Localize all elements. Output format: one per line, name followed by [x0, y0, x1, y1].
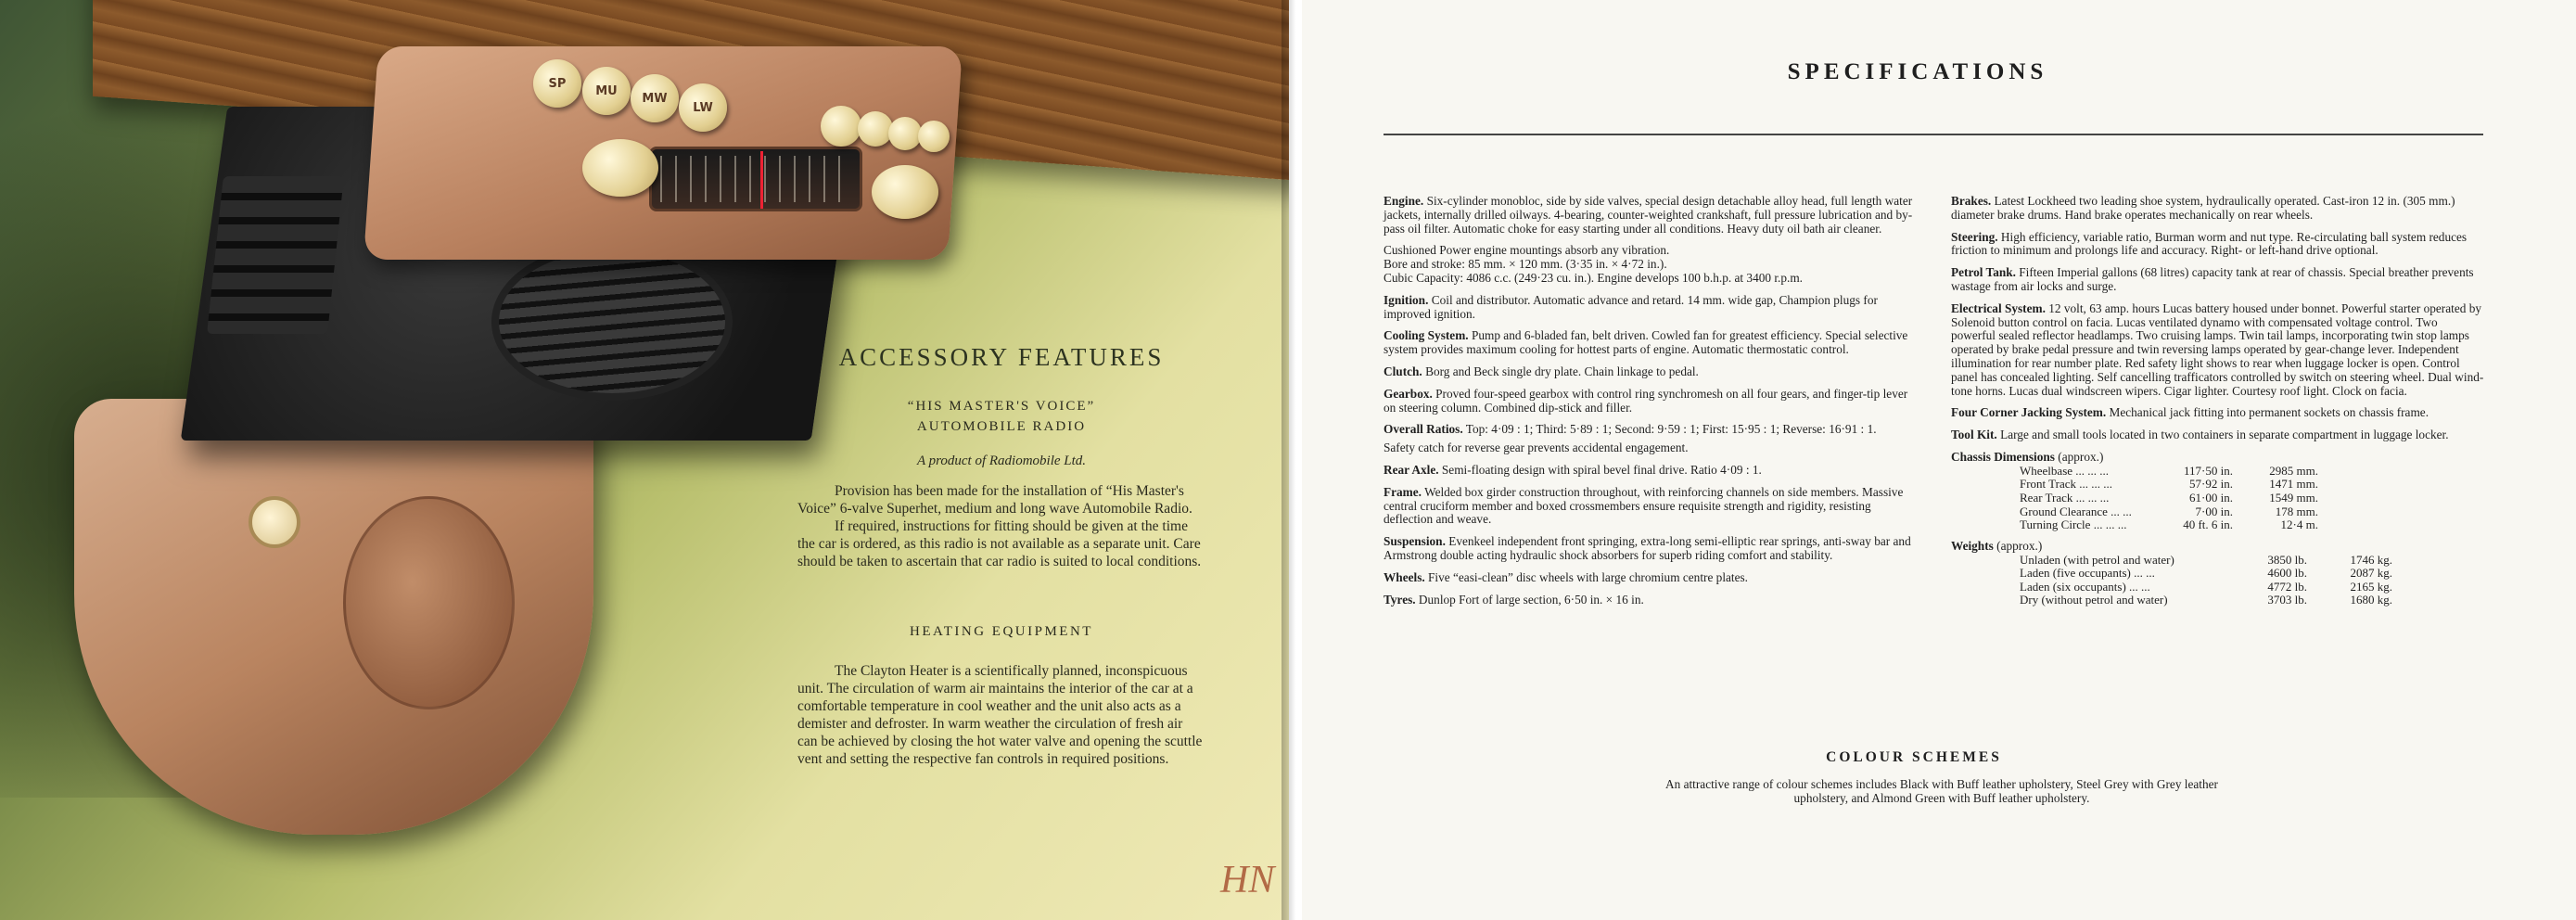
row-label: Ground Clearance ... ... [2020, 504, 2132, 518]
spec-text: Mechanical jack fitting into permanent sockets on chassis frame. [2109, 405, 2429, 420]
spec-jacking-system [1951, 406, 2484, 420]
spec-heading: Gearbox. [1384, 386, 1433, 401]
colour-schemes-title: COLOUR SCHEMES [1826, 749, 2002, 765]
spec-line: Cushioned Power engine mountings absorb any vibration. [1384, 243, 1670, 258]
row-metric: 1549 mm. [2269, 490, 2318, 505]
spec-text: Borg and Beck single dry plate. Chain linkage to pedal. [1425, 364, 1699, 378]
spec-tyres [1384, 594, 1916, 607]
spec-text: Coil and distributor. Automatic advance and retard. 14 mm. wide gap, Champion plugs for improved ignition. [1384, 292, 1878, 321]
spec-ignition [1384, 294, 1916, 322]
heating-equipment-title: HEATING EQUIPMENT [910, 624, 1093, 639]
colour-schemes-text: An attractive range of colour schemes includes Black with Buff leather upholstery, Steel Grey with Grey leather upholstery, and Almond Green with Buff leather upholstery. [1665, 777, 2218, 805]
row-metric: 1680 kg. [2350, 593, 2392, 607]
radio-knob-mw: MW [631, 74, 679, 122]
spec-heading: Brakes. [1951, 194, 1992, 208]
spec-heading: Electrical System. [1951, 300, 2046, 315]
spec-heading: Petrol Tank. [1951, 265, 2016, 280]
right-page [1302, 0, 2576, 920]
spec-heading: Rear Axle. [1384, 462, 1439, 477]
row-label: Rear Track ... ... ... [2020, 490, 2110, 505]
radio-knob-mu: MU [582, 67, 631, 115]
spec-text: Proved four-speed gearbox with control ring synchromesh on all four gears, and finger-tip lever on steering column. Combined dip-stick and filler. [1384, 386, 1908, 415]
spec-steering [1951, 231, 2484, 259]
row-imperial: 3703 lb. [2267, 593, 2307, 607]
chassis-dimensions-heading [1951, 451, 2484, 465]
spec-heading: Cooling System. [1384, 328, 1469, 343]
radio-subtitle [797, 396, 1205, 437]
radio-knob-lw: LW [679, 83, 727, 132]
row-label: Front Track ... ... ... [2020, 477, 2113, 492]
spec-heading: Frame. [1384, 484, 1422, 499]
spec-line: Bore and stroke: 85 mm. × 120 mm. (3·35 in. × 4·72 in.). [1384, 257, 1667, 272]
radio-subtitle-line2: AUTOMOBILE RADIO [916, 419, 1087, 434]
weights-heading-label: Weights [1951, 538, 1994, 553]
row-imperial: 117·50 in. [2184, 463, 2233, 478]
row-imperial: 7·00 in. [2195, 504, 2233, 518]
spec-text: Six-cylinder monobloc, side by side valves, special design detachable alloy head, full length water jackets, internally drilled oilways. 4-bearing, counter-weighted crankshaft, full pressure lubrication and by-pass oil filter. Automatic choke for easy starting under all conditions. Heavy duty oil bath air cleaner. [1384, 194, 1913, 236]
spec-heading: Steering. [1951, 229, 1998, 244]
weights-table [2020, 554, 2392, 607]
row-imperial: 61·00 in. [2189, 490, 2233, 505]
spec-text: Large and small tools located in two containers in separate compartment in luggage locker. [2000, 428, 2449, 442]
spec-text: Evenkeel independent front springing, extra-long semi-elliptic rear springs, anti-sway bar and Armstrong double acting hydraulic shock absorbers for superb riding comfort and stability. [1384, 534, 1911, 562]
specifications-title: SPECIFICATIONS [1787, 59, 2048, 84]
weights-heading-approx: (approx.) [1996, 538, 2043, 553]
spec-heading: Overall Ratios. [1384, 422, 1463, 437]
row-imperial: 4600 lb. [2267, 566, 2307, 581]
row-metric: 2985 mm. [2269, 463, 2318, 478]
spec-frame [1384, 486, 1916, 527]
spec-heading: Wheels. [1384, 569, 1425, 584]
row-metric: 12·4 m. [2280, 518, 2318, 532]
radio-dial-scale [660, 156, 851, 202]
spec-overall-ratios [1384, 423, 1916, 455]
row-imperial: 57·92 in. [2189, 477, 2233, 492]
row-label: Turning Circle ... ... ... [2020, 518, 2127, 532]
row-metric: 2165 kg. [2350, 579, 2392, 594]
row-label: Laden (six occupants) ... ... [2020, 579, 2150, 594]
spec-heading: Engine. [1384, 194, 1424, 208]
table-row [2020, 554, 2392, 568]
radio-knob-right-3 [888, 117, 922, 150]
spec-column-left [1384, 195, 1916, 615]
table-row [2020, 478, 2318, 492]
spec-heading: Tyres. [1384, 592, 1416, 607]
spec-heading: Tool Kit. [1951, 428, 1997, 442]
spec-engine-details [1384, 244, 1916, 285]
radio-knob-right-2 [858, 111, 893, 147]
spec-electrical-system [1951, 302, 2484, 399]
spec-text: Welded box girder construction throughout, with reinforcing channels on side members. Massive central cruciform member and boxed crossmembers ensure requisite strength and rigidity, resisting deflection and weave. [1384, 484, 1904, 527]
table-row [2020, 567, 2392, 581]
spec-heading: Four Corner Jacking System. [1951, 405, 2107, 420]
spec-brakes [1951, 195, 2484, 223]
spec-heading: Clutch. [1384, 364, 1422, 378]
heating-paragraph: The Clayton Heater is a scientifically planned, inconspicuous unit. The circulation of warm air maintains the interior of the car at a comfortable temperature in cool weather and the unit also acts as a demister and defroster. In warm weather the circulation of fresh air can be achieved by closing the hot water valve and opening the scuttle vent and setting the respective fan controls in required positions. [797, 663, 1203, 767]
row-label: Wheelbase ... ... ... [2020, 463, 2110, 478]
spec-tool-kit [1951, 428, 2484, 442]
table-row [2020, 465, 2318, 479]
table-row [2020, 594, 2392, 607]
row-metric: 1746 kg. [2350, 552, 2392, 567]
radio-knob-right-1 [821, 106, 861, 147]
spec-extra: Safety catch for reverse gear prevents accidental engagement. [1384, 441, 1689, 455]
spec-text: Semi-floating design with spiral bevel final drive. Ratio 4·09 : 1. [1441, 462, 1762, 477]
spec-text: Dunlop Fort of large section, 6·50 in. × 16 in. [1418, 592, 1644, 607]
chassis-heading-label: Chassis Dimensions [1951, 449, 2055, 464]
spec-suspension [1384, 535, 1916, 563]
chassis-heading-approx: (approx.) [2058, 449, 2104, 464]
spec-text: Fifteen Imperial gallons (68 litres) capacity tank at rear of chassis. Special breather prevents wastage from air locks and surge. [1951, 265, 2474, 293]
spec-gearbox [1384, 388, 1916, 415]
accessory-features-title: ACCESSORY FEATURES [838, 343, 1165, 371]
table-row [2020, 581, 2392, 594]
spec-wheels [1384, 571, 1916, 585]
spec-column-right [1951, 195, 2484, 615]
chassis-dimensions-table [2020, 465, 2318, 532]
radio-volume-knob [582, 139, 658, 197]
radio-dial-needle [760, 151, 763, 209]
spec-cooling-system [1384, 329, 1916, 357]
weights-heading [1951, 540, 2484, 554]
spec-petrol-tank [1951, 266, 2484, 294]
radio-knob-right-4 [918, 121, 950, 152]
row-metric: 1471 mm. [2269, 477, 2318, 492]
spec-text: Five “easi-clean” disc wheels with large chromium centre plates. [1428, 569, 1749, 584]
title-divider [1384, 134, 2483, 135]
row-imperial: 40 ft. 6 in. [2183, 518, 2233, 532]
spec-line: Cubic Capacity: 4086 c.c. (249·23 cu. in.). Engine develops 100 b.h.p. at 3400 r.p.m. [1384, 270, 1804, 285]
row-label: Laden (five occupants) ... ... [2020, 566, 2155, 581]
radio-knob-sp: SP [533, 59, 581, 108]
row-metric: 178 mm. [2275, 504, 2318, 518]
radio-speaker-grille [491, 243, 733, 401]
bracket-button [249, 496, 300, 548]
table-row [2020, 492, 2318, 505]
table-row [2020, 505, 2318, 519]
row-imperial: 3850 lb. [2267, 552, 2307, 567]
radio-mounting-bracket [74, 399, 593, 835]
spec-text: High efficiency, variable ratio, Burman worm and nut type. Re-circulating ball system reduces friction to minimum and prolongs life and accuracy. Right- or left-hand drive optional. [1951, 229, 2468, 258]
radio-manufacturer: A product of Radiomobile Ltd. [916, 454, 1087, 468]
accessory-features-section [797, 343, 1205, 768]
spec-text: Top: 4·09 : 1; Third: 5·89 : 1; Second: 9·59 : 1; First: 15·95 : 1; Reverse: 16·91 : 1. [1465, 422, 1877, 437]
bracket-speaker-cover [343, 496, 515, 709]
spec-text: Latest Lockheed two leading shoe system, hydraulically operated. Cast-iron 12 in. (305 mm.) diameter brake drums. Hand brake operates mechanically on rear wheels. [1951, 194, 2455, 222]
spec-text: Pump and 6-bladed fan, belt driven. Cowled fan for greatest efficiency. Special selective system provides maximum cooling for hottest parts of engine. Automatic thermostatic control. [1384, 328, 1908, 357]
artist-monogram: HN [1220, 859, 1275, 901]
table-row [2020, 518, 2318, 532]
row-metric: 2087 kg. [2350, 566, 2392, 581]
spec-text: 12 volt, 63 amp. hours Lucas battery housed under bonnet. Powerful starter operated by Solenoid button control on facia. Lucas ventilated dynamo with compensated voltage control. Two powerful sealed reflector headlamps. Two cruising lamps. Twin tail lamps, incorporating twin stop lamps operated by brake pedal pressure and twin reversing lamps operated by gear-change lever. Independent illumination for rear number plate. Red safety light shows to rear when luggage locker is open. Control panel has concealed lighting. Self cancelling trafficators controlled by switch on steering wheel. Dual wind-tone horns. Lucas dual windscreen wipers. Cigar lighter. Courtesy roof light. Clock on facia. [1951, 300, 2484, 398]
row-label: Unladen (with petrol and water) [2020, 552, 2174, 567]
radio-paragraph-2: If required, instructions for fitting should be given at the time the car is ordered, as this radio is not available as a separate unit. Care should be taken to ascertain that car radio is suited to local conditions. [797, 518, 1202, 569]
spec-heading: Suspension. [1384, 534, 1446, 549]
radio-subtitle-line1: “HIS MASTER'S VOICE” [907, 399, 1096, 414]
book-spine-shadow [1282, 0, 1302, 920]
spec-heading: Ignition. [1384, 292, 1429, 307]
radio-paragraph-1: Provision has been made for the installation of “His Master's Voice” 6-valve Superhet, medium and long wave Automobile Radio. [797, 483, 1192, 517]
spec-rear-axle [1384, 464, 1916, 478]
radio-side-vent [207, 176, 344, 334]
spec-engine [1384, 195, 1916, 236]
radio-tuning-knob [872, 165, 938, 219]
row-imperial: 4772 lb. [2267, 579, 2307, 594]
row-label: Dry (without petrol and water) [2020, 593, 2168, 607]
spec-clutch [1384, 365, 1916, 379]
